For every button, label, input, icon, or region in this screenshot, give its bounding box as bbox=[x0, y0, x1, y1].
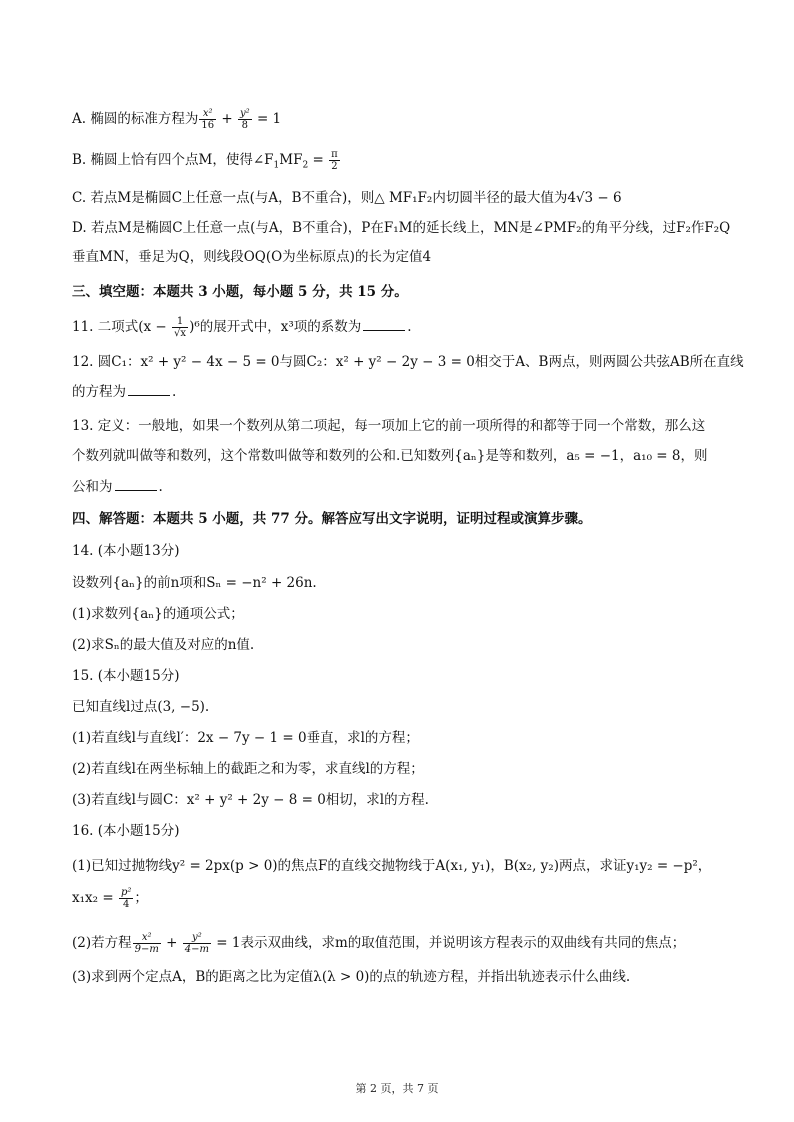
q10-option-d-line2: 垂直MN，垂足为Q，则线段OQ(O为坐标原点)的长为定值4 bbox=[72, 249, 432, 265]
q13-line1: 13. 定义：一般地，如果一个数列从第二项起，每一项加上它的前一项所得的和都等于同一个常数，那么这 bbox=[72, 418, 706, 434]
q16-part3: (3)求到两个定点A，B的距离之比为定值λ(λ > 0)的点的轨迹方程，并指出轨迹表示什么曲线. bbox=[72, 969, 631, 985]
q15-part3: (3)若直线l与圆C：x² + y² + 2y − 8 = 0相切，求l的方程. bbox=[72, 792, 429, 808]
q16-part1-line1: (1)已知过抛物线y² = 2px(p > 0)的焦点F的直线交抛物线于A(x₁, y₁)，B(x₂, y₂)两点，求证y₁y₂ = −p²， bbox=[72, 858, 712, 874]
answer-blank bbox=[115, 478, 157, 491]
fraction: $\frac{\text{p²}}{4}$ bbox=[120, 887, 132, 910]
page-footer: 第 2 页，共 7 页 bbox=[355, 1082, 439, 1095]
q12-line1: 12. 圆C₁：x² + y² − 4x − 5 = 0与圆C₂：x² + y² − 2y − 3 = 0相交于A、B两点，则两圆公共弦AB所在直线 bbox=[72, 354, 744, 370]
section-4-title: 四、解答题：本题共 5 小题，共 77 分。解答应写出文字说明，证明过程或演算步骤。 bbox=[72, 511, 592, 527]
fraction: $\frac{\text{y²}}{8}$ bbox=[239, 108, 250, 131]
q10-option-d-line1: D. 若点M是椭圆C上任意一点(与A，B不重合)，P在F₁M的延长线上，MN是∠PMF₂的角平分线，过F₂作F₂Q bbox=[72, 220, 731, 236]
q14-part2: (2)求Sₙ的最大值及对应的n值. bbox=[72, 637, 255, 653]
q10-option-a: A. 椭圆的标准方程为 $\frac{\text{x²}}{16}$ + $\frac{\text{y²}}{8}$ = 1 bbox=[72, 108, 282, 131]
q16-part2: (2)若方程 $\frac{\text{x²}}{9-m}$ + $\frac{\text{y²}}{4-m}$ = 1表示双曲线，求m的取值范围，并说明该方程表示的双曲线有共同的焦点； bbox=[72, 932, 686, 955]
q15-part2: (2)若直线l在两坐标轴上的截距之和为零，求直线l的方程； bbox=[72, 761, 424, 777]
q14-head: 14. (本小题13分) bbox=[72, 543, 180, 559]
answer-blank bbox=[363, 318, 405, 331]
fraction: $\frac{1}{√x}$ bbox=[174, 316, 187, 339]
fraction: $\frac{\text{x²}}{16}$ bbox=[201, 108, 215, 131]
section-3-title: 三、填空题：本题共 3 小题，每小题 5 分，共 15 分。 bbox=[72, 284, 408, 300]
q16-part1-line2: x₁x₂ = $\frac{\text{p²}}{4}$ ； bbox=[72, 887, 148, 910]
q16-head: 16. (本小题15分) bbox=[72, 823, 180, 839]
q14-stem: 设数列{aₙ}的前n项和Sₙ = −n² + 26n. bbox=[72, 575, 317, 591]
fraction: $\frac{\pi}{2}$ bbox=[331, 149, 338, 172]
answer-blank bbox=[128, 383, 170, 396]
q13-line3: 公和为 . bbox=[72, 479, 163, 495]
q11: 11. 二项式(x − $\frac{1}{√x}$ )⁶的展开式中，x³项的系数为 . bbox=[72, 316, 412, 339]
q14-part1: (1)求数列{aₙ}的通项公式； bbox=[72, 606, 244, 622]
q13-line2: 个数列就叫做等和数列，这个常数叫做等和数列的公和.已知数列{aₙ}是等和数列，a₅ = −1，a₁₀ = 8，则 bbox=[72, 448, 708, 464]
q10-option-b: B. 椭圆上恰有四个点M，使得$\angle F_1MF_2$ = $\frac{\pi}{2}$ bbox=[72, 149, 338, 172]
q12-line2: 的方程为 . bbox=[72, 384, 177, 400]
q15-stem: 已知直线l过点(3, −5). bbox=[72, 699, 210, 715]
fraction: $\frac{\text{y²}}{4-m}$ bbox=[184, 932, 209, 955]
q15-part1: (1)若直线l与直线l′：2x − 7y − 1 = 0垂直，求l的方程； bbox=[72, 730, 419, 746]
q15-head: 15. (本小题15分) bbox=[72, 668, 180, 684]
q10-option-c: C. 若点M是椭圆C上任意一点(与A，B不重合)，则△ MF₁F₂内切圆半径的最大值为4√3 − 6 bbox=[72, 190, 622, 206]
fraction: $\frac{\text{x²}}{9-m}$ bbox=[134, 932, 159, 955]
